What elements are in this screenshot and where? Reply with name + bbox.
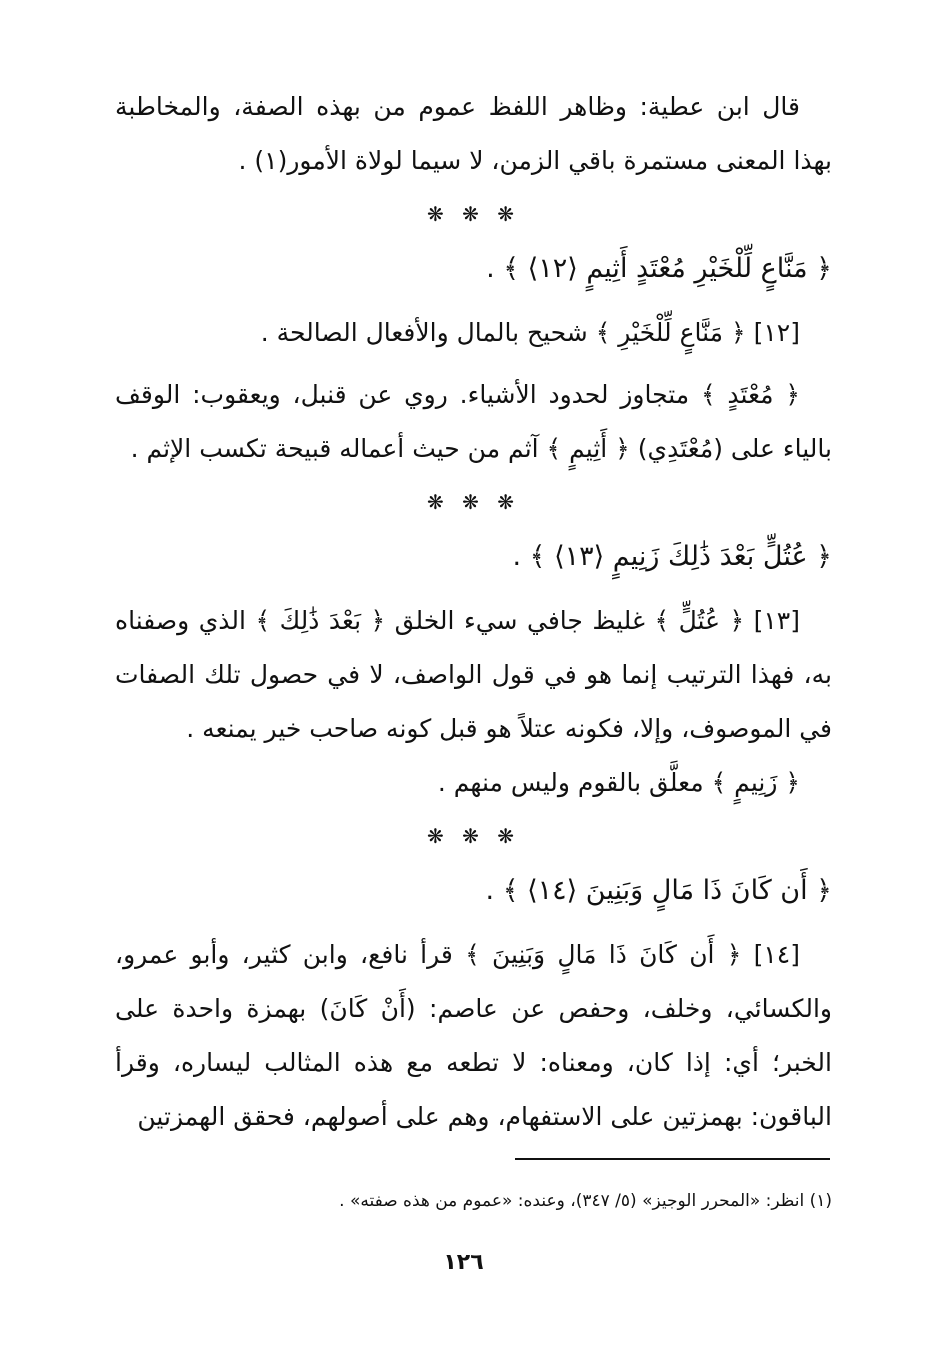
quran-verse-12: ﴿ مَنَّاعٍ لِّلْخَيْرِ مُعْتَدٍ أَثِيمٍ ⟨١٢⟩ ﴾ . <box>486 253 832 284</box>
section-separator: ❋ ❋ ❋ <box>427 202 520 226</box>
commentary-paragraph: ﴿ مُعْتَدٍ ﴾ متجاوز لحدود الأشياء. روي عن قنبل، ويعقوب: الوقف بالياء على (مُعْتَدِي) ﴿ أَثِيمٍ ﴾ آثم من حيث أعماله قبيحة تكسب الإثم . <box>115 380 832 463</box>
page-number: ١٢٦ <box>443 1250 484 1275</box>
commentary-paragraph: [١٣] ﴿ عُتُلٍّ ﴾ غليظ جافي سيء الخلق ﴿ بَعْدَ ذَٰلِكَ ﴾ الذي وصفناه به، فهذا الترتيب إنما هو في قول الواصف، لا في حصول تلك الصفات في الموصوف، وإلا، فكونه عتلاً هو قبل كونه صاحب خير يمنعه . <box>115 606 832 743</box>
intro-paragraph: قال ابن عطية: وظاهر اللفظ عموم من بهذه الصفة، والمخاطبة بهذا المعنى مستمرة باقي الزمن، لا سيما لولاة الأمور(١) . <box>115 92 832 175</box>
footnote-divider <box>515 1158 830 1160</box>
commentary-paragraph: ﴿ زَنِيمٍ ﴾ معلَّق بالقوم وليس منهم . <box>437 768 800 797</box>
quran-verse-14: ﴿ أَن كَانَ ذَا مَالٍ وَبَنِينَ ⟨١٤⟩ ﴾ . <box>485 875 832 906</box>
section-separator: ❋ ❋ ❋ <box>427 824 520 848</box>
commentary-paragraph: [١٤] ﴿ أَن كَانَ ذَا مَالٍ وَبَنِينَ ﴾ قرأ نافع، وابن كثير، وأبو عمرو، والكسائي، وخلف، وحفص عن عاصم: (أَنْ كَانَ) بهمزة واحدة على الخبر؛ أي: إذا كان، ومعناه: لا تطعه مع هذه المثالب ليساره، وقرأ الباقون: بهمزتين على الاستفهام، وهم على أصولهم، فحقق الهمزتين <box>115 940 832 1131</box>
quran-verse-13: ﴿ عُتُلٍّ بَعْدَ ذَٰلِكَ زَنِيمٍ ⟨١٣⟩ ﴾ . <box>512 541 832 572</box>
footnote: (١) انظر: «المحرر الوجيز» (٥/ ٣٤٧)، وعنده: «عموم من هذه صفته» . <box>339 1191 832 1211</box>
section-separator: ❋ ❋ ❋ <box>427 490 520 514</box>
commentary-paragraph: [١٢] ﴿ مَنَّاعٍ لِّلْخَيْرِ ﴾ شحيح بالمال والأفعال الصالحة . <box>260 318 800 347</box>
